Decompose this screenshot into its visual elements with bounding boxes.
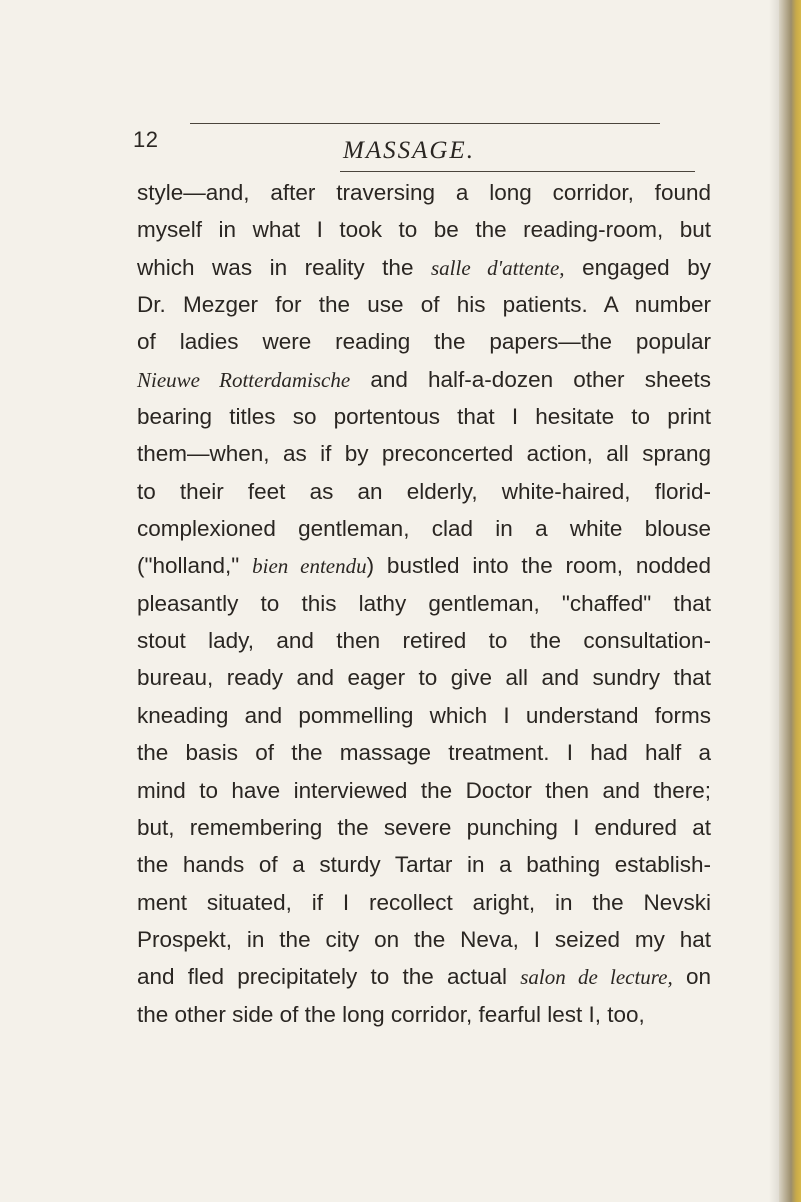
text-line [137, 473, 711, 510]
text-line [137, 361, 711, 398]
text-line [137, 398, 711, 435]
header-top-rule [190, 123, 660, 124]
text-line [137, 846, 711, 883]
text-line [137, 510, 711, 547]
gutter-shadow [769, 0, 779, 1202]
text-line [137, 734, 711, 771]
text-line [137, 996, 672, 1033]
text-run: engaged by [564, 254, 711, 280]
text-line [137, 174, 711, 211]
text-line [137, 211, 711, 248]
text-line [137, 921, 711, 958]
text-run: but, remembering the severe punching I endured at [137, 814, 711, 840]
text-line [137, 585, 711, 622]
text-line [137, 772, 711, 809]
italic-phrase: Nieuwe Rotterdamische [137, 367, 351, 392]
text-run: of ladies were reading the papers—the popular [137, 329, 711, 355]
running-head: MASSAGE. [343, 137, 475, 164]
text-run: and half-a-dozen other sheets [350, 366, 711, 392]
page-number: 12 [133, 127, 159, 152]
text-line [137, 286, 711, 323]
text-run: Prospekt, in the city on the Neva, I seized my hat [137, 926, 711, 952]
italic-phrase: salon de lecture, [520, 965, 673, 990]
text-line [137, 884, 711, 921]
text-run: which was in reality the [137, 254, 431, 280]
text-line [137, 323, 711, 360]
text-run: ) bustled into the room, nodded [366, 553, 711, 579]
text-run: to their feet as an elderly, white-haired, florid- [137, 478, 711, 504]
text-run: ("holland," [137, 553, 253, 579]
body-text [137, 174, 711, 1033]
text-run: bureau, ready and eager to give all and sundry that [137, 665, 711, 691]
text-run: and fled precipitately to the actual [137, 964, 521, 990]
book-edge [779, 0, 801, 1202]
italic-phrase: bien entendu [252, 554, 367, 579]
text-line [137, 659, 711, 696]
text-run: bearing titles so portentous that I hesitate to print [137, 404, 711, 430]
text-run: on [672, 964, 712, 990]
text-run: pleasantly to this lathy gentleman, "chaffed" that [137, 590, 711, 616]
text-line [137, 435, 711, 472]
text-run: Dr. Mezger for the use of his patients. A number [137, 292, 711, 318]
text-line [137, 958, 711, 995]
text-line [137, 622, 711, 659]
text-line [137, 249, 711, 286]
text-run: them—when, as if by preconcerted action, all sprang [137, 441, 711, 467]
text-run: the other side of the long corridor, fearful lest I, too, [137, 1001, 645, 1027]
text-run: style—and, after traversing a long corridor, found [137, 180, 711, 205]
header-bottom-rule [340, 171, 695, 172]
text-run: the hands of a sturdy Tartar in a bathing establish- [137, 852, 711, 878]
text-run: the basis of the massage treatment. I had half a [137, 740, 711, 766]
text-line [137, 547, 711, 584]
text-run: complexioned gentleman, clad in a white blouse [137, 516, 711, 542]
text-run: mind to have interviewed the Doctor then and there; [137, 777, 711, 803]
text-line [137, 697, 711, 734]
text-run: stout lady, and then retired to the consultation- [137, 628, 711, 654]
text-run: myself in what I took to be the reading-room, but [137, 217, 711, 243]
text-run: kneading and pommelling which I understand forms [137, 702, 711, 728]
italic-phrase: salle d'attente, [430, 255, 565, 280]
text-run: ment situated, if I recollect aright, in the Nevski [137, 889, 711, 915]
text-line [137, 809, 711, 846]
